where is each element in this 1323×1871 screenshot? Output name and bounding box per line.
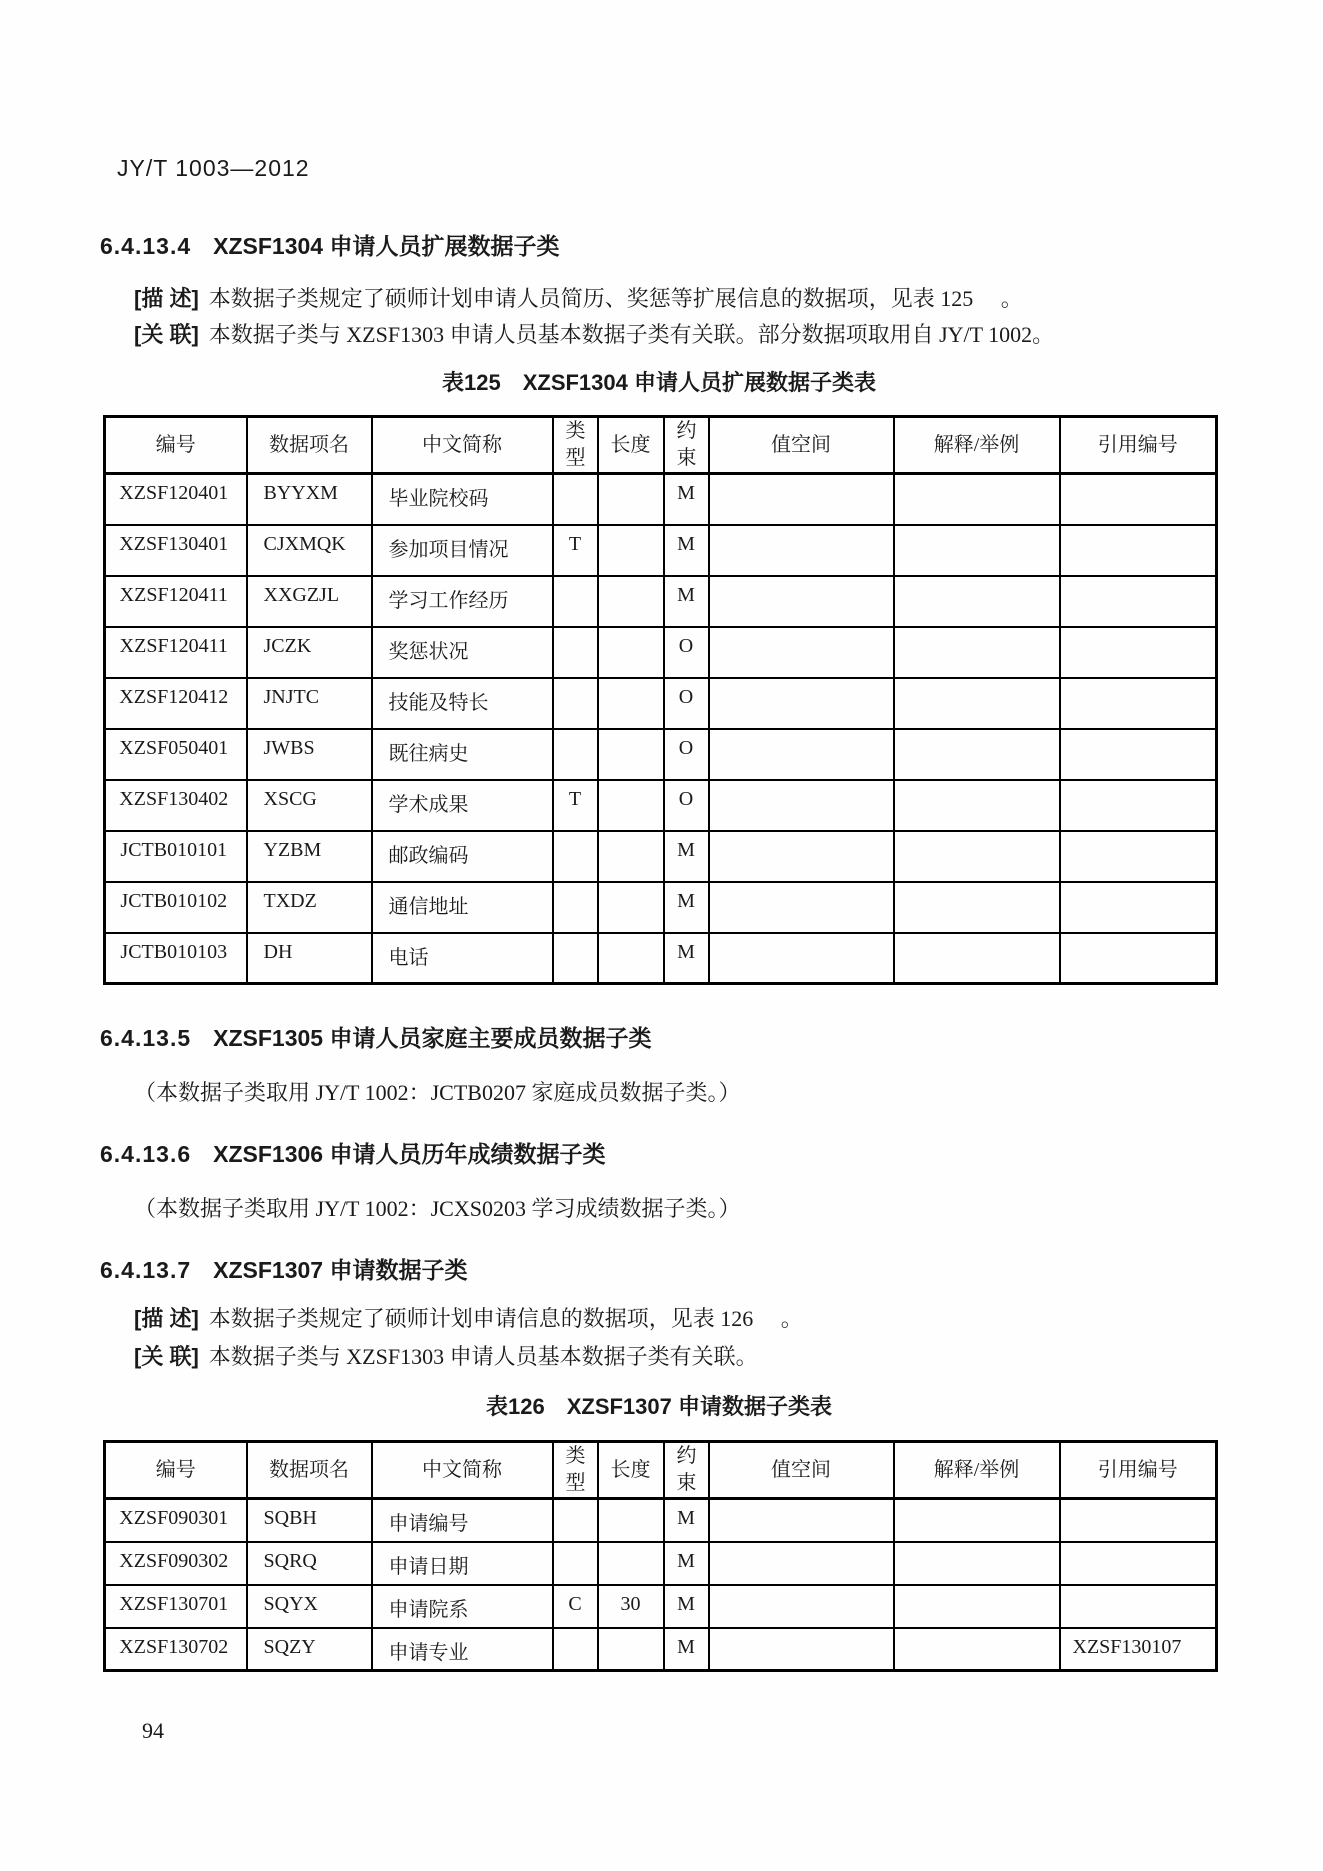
table-cell: 邮政编码 <box>372 831 553 882</box>
table-row <box>105 729 1217 780</box>
column-header: 类型 <box>553 417 598 474</box>
section-title: XZSF1304 申请人员扩展数据子类 <box>213 233 560 259</box>
table-cell: M <box>664 1542 709 1585</box>
table-cell: XZSF090302 <box>105 1542 247 1585</box>
table-cell <box>1060 525 1217 576</box>
table-cell <box>598 678 664 729</box>
section-heading-1306 <box>100 1136 605 1169</box>
column-header: 中文简称 <box>372 1442 553 1499</box>
table-cell <box>598 576 664 627</box>
table-cell <box>553 933 598 984</box>
table-cell: JCTB010101 <box>105 831 247 882</box>
table-cell: 申请院系 <box>372 1585 553 1628</box>
table-cell: M <box>664 474 709 525</box>
table-cell: O <box>664 627 709 678</box>
column-header: 编号 <box>105 1442 247 1499</box>
table-cell: 申请专业 <box>372 1628 553 1671</box>
table-cell <box>598 627 664 678</box>
table-cell <box>894 474 1060 525</box>
table-cell: 学术成果 <box>372 780 553 831</box>
table-cell: C <box>553 1585 598 1628</box>
column-header: 约束 <box>664 1442 709 1499</box>
column-header: 解释/举例 <box>894 1442 1060 1499</box>
table-row <box>105 933 1217 984</box>
table-cell <box>709 1542 894 1585</box>
relation-paragraph <box>134 1340 758 1371</box>
column-header: 数据项名 <box>247 1442 372 1499</box>
table-cell: XZSF120411 <box>105 576 247 627</box>
table-cell <box>1060 882 1217 933</box>
table-cell: 电话 <box>372 933 553 984</box>
table-row <box>105 1628 1217 1671</box>
table-cell: SQYX <box>247 1585 372 1628</box>
table-cell: 技能及特长 <box>372 678 553 729</box>
table-125-title: 表125 XZSF1304 申请人员扩展数据子类表 <box>442 370 876 395</box>
table-row <box>105 474 1217 525</box>
table-cell <box>894 627 1060 678</box>
table-cell <box>894 780 1060 831</box>
desc-label: [描 述] <box>134 1306 199 1331</box>
table-row <box>105 627 1217 678</box>
section-title: XZSF1307 申请数据子类 <box>213 1257 468 1283</box>
table-cell: XXGZJL <box>247 576 372 627</box>
section-number: 6.4.13.7 <box>100 1257 192 1283</box>
relation-text: 本数据子类与 XZSF1303 申请人员基本数据子类有关联。部分数据项取用自 JY/T 1002。 <box>208 322 1055 347</box>
table-cell: XSCG <box>247 780 372 831</box>
table-cell: BYYXM <box>247 474 372 525</box>
column-header: 编号 <box>105 417 247 474</box>
table-cell <box>709 780 894 831</box>
table-cell: 30 <box>598 1585 664 1628</box>
table-row <box>105 1542 1217 1585</box>
table-cell <box>894 576 1060 627</box>
table-cell <box>894 882 1060 933</box>
table-cell <box>1060 780 1217 831</box>
column-header: 解释/举例 <box>894 417 1060 474</box>
table-cell: M <box>664 525 709 576</box>
table-cell: XZSF120411 <box>105 627 247 678</box>
relation-label: [关 联] <box>134 322 199 347</box>
table-cell <box>894 678 1060 729</box>
table-row <box>105 780 1217 831</box>
table-cell <box>709 576 894 627</box>
table-cell <box>894 525 1060 576</box>
table-cell <box>553 729 598 780</box>
table-cell: JCTB010103 <box>105 933 247 984</box>
section-heading-1305 <box>100 1020 651 1053</box>
table-cell: CJXMQK <box>247 525 372 576</box>
table-cell: M <box>664 1585 709 1628</box>
table-cell: M <box>664 882 709 933</box>
table-cell <box>894 1499 1060 1542</box>
table-cell <box>894 729 1060 780</box>
table-cell: JCZK <box>247 627 372 678</box>
table-cell <box>598 831 664 882</box>
table-cell: 学习工作经历 <box>372 576 553 627</box>
table-cell: 奖惩状况 <box>372 627 553 678</box>
table-row <box>105 678 1217 729</box>
table-cell: SQRQ <box>247 1542 372 1585</box>
table-row <box>105 831 1217 882</box>
column-header: 长度 <box>598 1442 664 1499</box>
table-cell: 既往病史 <box>372 729 553 780</box>
page-number: 94 <box>142 1718 164 1743</box>
table-cell: XZSF120412 <box>105 678 247 729</box>
column-header: 引用编号 <box>1060 1442 1217 1499</box>
table-cell: M <box>664 1499 709 1542</box>
table-cell: JNJTC <box>247 678 372 729</box>
table-cell: XZSF130402 <box>105 780 247 831</box>
column-header: 值空间 <box>709 1442 894 1499</box>
table-cell: 申请日期 <box>372 1542 553 1585</box>
table-cell <box>709 474 894 525</box>
table-cell: XZSF130702 <box>105 1628 247 1671</box>
table-cell <box>553 882 598 933</box>
table-cell <box>1060 831 1217 882</box>
table-cell <box>553 576 598 627</box>
table-cell <box>553 474 598 525</box>
section-number: 6.4.13.4 <box>100 233 192 259</box>
table-cell <box>709 525 894 576</box>
table-cell <box>709 627 894 678</box>
table-cell <box>598 1542 664 1585</box>
desc-text: 本数据子类规定了硕师计划申请人员简历、奖惩等扩展信息的数据项，见表 125 。 <box>208 286 1023 311</box>
table-cell: SQZY <box>247 1628 372 1671</box>
relation-label: [关 联] <box>134 1344 199 1369</box>
table-cell <box>1060 933 1217 984</box>
table-cell: O <box>664 678 709 729</box>
table-cell <box>553 627 598 678</box>
table-cell: M <box>664 576 709 627</box>
table-cell: M <box>664 933 709 984</box>
section-heading-1304 <box>100 228 559 261</box>
table-cell <box>1060 729 1217 780</box>
table-row <box>105 1499 1217 1542</box>
table-cell <box>709 678 894 729</box>
table-cell: M <box>664 1628 709 1671</box>
table-cell <box>1060 678 1217 729</box>
table-cell: 参加项目情况 <box>372 525 553 576</box>
column-header: 引用编号 <box>1060 417 1217 474</box>
table-cell <box>553 831 598 882</box>
table-cell <box>553 1628 598 1671</box>
table-cell <box>709 729 894 780</box>
table-row <box>105 882 1217 933</box>
section-note: （本数据子类取用 JY/T 1002：JCXS0203 学习成绩数据子类。） <box>134 1196 741 1221</box>
table-cell <box>709 933 894 984</box>
table-cell: XZSF130401 <box>105 525 247 576</box>
table-cell: XZSF120401 <box>105 474 247 525</box>
table-cell: T <box>553 525 598 576</box>
table-cell: YZBM <box>247 831 372 882</box>
table-cell <box>1060 627 1217 678</box>
section-title: XZSF1306 申请人员历年成绩数据子类 <box>213 1141 606 1167</box>
column-header: 长度 <box>598 417 664 474</box>
column-header: 约束 <box>664 417 709 474</box>
table-cell <box>709 1585 894 1628</box>
table-cell: O <box>664 729 709 780</box>
table-row <box>105 1585 1217 1628</box>
table-cell: 毕业院校码 <box>372 474 553 525</box>
desc-text: 本数据子类规定了硕师计划申请信息的数据项，见表 126 。 <box>208 1306 803 1331</box>
table-cell: XZSF130701 <box>105 1585 247 1628</box>
table-row <box>105 525 1217 576</box>
table-cell: 申请编号 <box>372 1499 553 1542</box>
column-header: 值空间 <box>709 417 894 474</box>
table-cell <box>598 882 664 933</box>
section-note: （本数据子类取用 JY/T 1002：JCTB0207 家庭成员数据子类。） <box>134 1080 741 1105</box>
table-cell: JWBS <box>247 729 372 780</box>
table-cell <box>1060 1585 1217 1628</box>
table-cell <box>894 1585 1060 1628</box>
description-paragraph <box>134 282 1023 313</box>
table-cell: T <box>553 780 598 831</box>
table-cell: O <box>664 780 709 831</box>
table-126 <box>103 1440 1218 1672</box>
section-number: 6.4.13.6 <box>100 1141 192 1167</box>
table-cell <box>894 1628 1060 1671</box>
section-heading-1307 <box>100 1252 467 1285</box>
table-cell <box>598 933 664 984</box>
table-cell <box>598 780 664 831</box>
section-title: XZSF1305 申请人员家庭主要成员数据子类 <box>213 1025 652 1051</box>
table-cell <box>598 1628 664 1671</box>
section-number: 6.4.13.5 <box>100 1025 192 1051</box>
column-header: 数据项名 <box>247 417 372 474</box>
table-cell <box>709 1499 894 1542</box>
table-cell <box>709 831 894 882</box>
table-cell <box>553 678 598 729</box>
table-cell: JCTB010102 <box>105 882 247 933</box>
table-cell <box>894 1542 1060 1585</box>
table-cell <box>598 474 664 525</box>
description-paragraph <box>134 1302 803 1333</box>
relation-paragraph <box>134 318 1054 349</box>
table-cell <box>553 1542 598 1585</box>
column-header: 中文简称 <box>372 417 553 474</box>
table-cell <box>894 831 1060 882</box>
table-cell: 通信地址 <box>372 882 553 933</box>
table-cell: TXDZ <box>247 882 372 933</box>
table-cell <box>598 729 664 780</box>
table-cell: SQBH <box>247 1499 372 1542</box>
table-cell: XZSF050401 <box>105 729 247 780</box>
table-header-row <box>105 417 1217 474</box>
table-cell <box>1060 1542 1217 1585</box>
table-cell <box>598 525 664 576</box>
column-header: 类型 <box>553 1442 598 1499</box>
table-cell <box>709 1628 894 1671</box>
table-125 <box>103 415 1218 985</box>
table-cell <box>1060 1499 1217 1542</box>
relation-text: 本数据子类与 XZSF1303 申请人员基本数据子类有关联。 <box>208 1344 758 1369</box>
table-cell <box>553 1499 598 1542</box>
table-cell: XZSF090301 <box>105 1499 247 1542</box>
table-cell <box>598 1499 664 1542</box>
doc-code-header: JY/T 1003—2012 <box>117 155 310 181</box>
table-cell: DH <box>247 933 372 984</box>
table-row <box>105 576 1217 627</box>
table-cell <box>894 933 1060 984</box>
table-126-title: 表126 XZSF1307 申请数据子类表 <box>486 1394 832 1419</box>
desc-label: [描 述] <box>134 286 199 311</box>
table-cell: M <box>664 831 709 882</box>
table-cell <box>709 882 894 933</box>
table-cell <box>1060 474 1217 525</box>
table-cell <box>1060 576 1217 627</box>
table-cell: XZSF130107 <box>1060 1628 1217 1671</box>
table-header-row <box>105 1442 1217 1499</box>
